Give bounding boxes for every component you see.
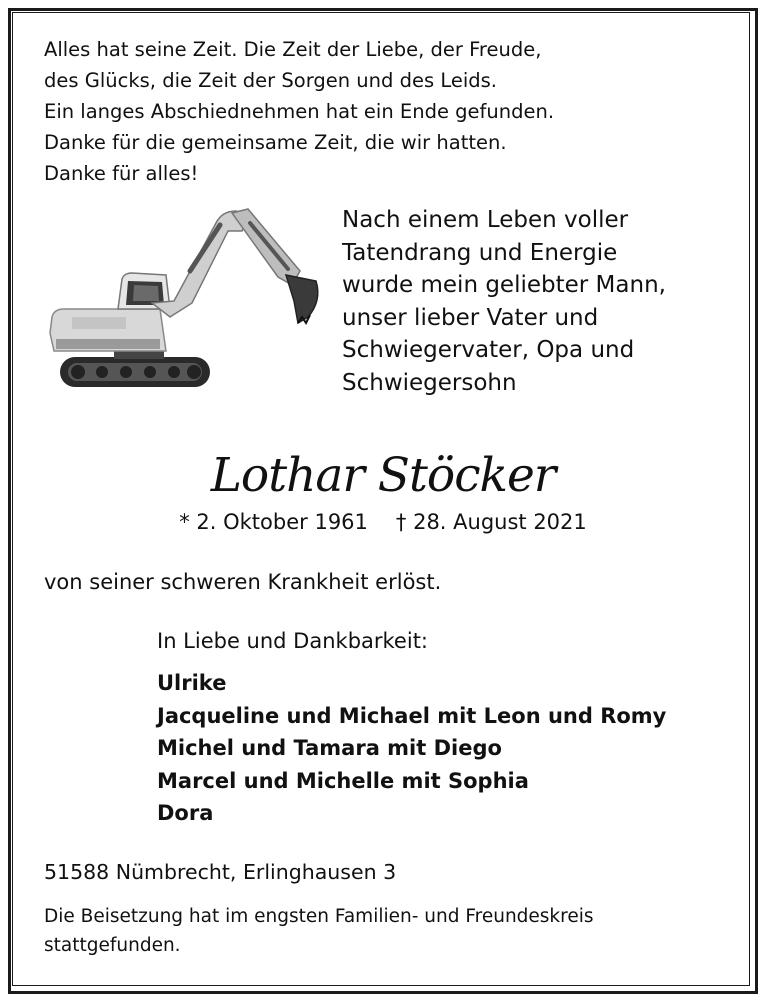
excavator-arm bbox=[232, 209, 300, 285]
life-line: Nach einem Leben voller bbox=[342, 207, 629, 233]
intro-line: Danke für die gemeinsame Zeit, die wir hatten. bbox=[44, 131, 507, 154]
life-line: wurde mein geliebter Mann, bbox=[342, 272, 666, 298]
burial-line: Die Beisetzung hat im engsten Familien- und Freundeskreis bbox=[44, 906, 594, 927]
thanks-heading: In Liebe und Dankbarkeit: bbox=[157, 629, 429, 653]
family-member: Jacqueline und Michael mit Leon und Romy bbox=[157, 703, 667, 728]
excavator-boom bbox=[152, 211, 250, 317]
family-member: Dora bbox=[157, 801, 214, 825]
burial-line: stattgefunden. bbox=[44, 935, 181, 956]
address: 51588 Nümbrecht, Erlinghausen 3 bbox=[44, 860, 397, 884]
excavator-icon bbox=[42, 205, 326, 395]
family-list bbox=[157, 667, 666, 830]
burial-note bbox=[44, 902, 594, 960]
intro-line: Alles hat seine Zeit. Die Zeit der Liebe, der Freude, bbox=[44, 38, 542, 61]
deceased-name: Lothar Stöcker bbox=[210, 448, 556, 503]
life-line: unser lieber Vater und bbox=[342, 304, 599, 331]
family-member: Ulrike bbox=[157, 671, 227, 695]
excavator-track-inner bbox=[68, 363, 202, 381]
birth-date: * 2. Oktober 1961 bbox=[179, 510, 368, 534]
intro-line: Ein langes Abschiednehmen hat ein Ende gefunden. bbox=[44, 100, 555, 123]
intro-poem bbox=[44, 34, 554, 189]
released-text: von seiner schweren Krankheit erlöst. bbox=[44, 570, 442, 594]
intro-line: des Glücks, die Zeit der Sorgen und des Leids. bbox=[44, 69, 498, 92]
life-line: Schwiegervater, Opa und bbox=[342, 337, 635, 363]
life-dates bbox=[0, 508, 766, 536]
family-member: Marcel und Michelle mit Sophia bbox=[157, 768, 529, 793]
intro-line: Danke für alles! bbox=[44, 162, 199, 185]
family-member: Michel und Tamara mit Diego bbox=[157, 736, 502, 760]
life-text bbox=[342, 204, 666, 399]
death-date: † 28. August 2021 bbox=[395, 510, 587, 534]
life-line: Tatendrang und Energie bbox=[342, 239, 618, 266]
life-line: Schwiegersohn bbox=[342, 369, 517, 396]
